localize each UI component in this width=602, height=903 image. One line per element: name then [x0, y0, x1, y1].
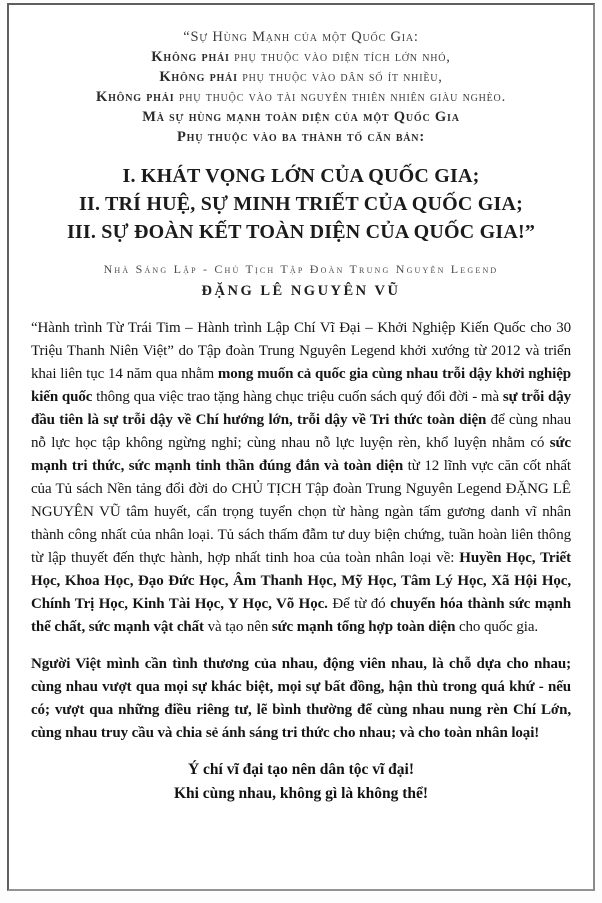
principle-item-2: II. TRÍ HUỆ, SỰ MINH TRIẾT CỦA QUỐC GIA; — [78, 193, 523, 215]
header-quote-block — [31, 27, 571, 147]
body-paragraph-1: “Hành trình Từ Trái Tim – Hành trình Lập Chí Vĩ Đại – Khởi Nghiệp Kiến Quốc cho 30 Triệu Thanh Niên Việt” do Tập đoàn Trung Nguyên Legend khởi xướng từ 2012 và triển khai liên tục 14 năm qua nhằm mong muốn cả quốc gia cùng nhau trỗi dậy khởi nghiệp kiến quốc thông qua việc trao tặng hàng chục triệu cuốn sách quý đổi đời - mà sự trỗi dậy đầu tiên là sự trỗi dậy về Chí hướng lớn, trỗi dậy về Tri thức toàn diện để cùng nhau nỗ lực học tập không ngừng nghỉ; cùng nhau nỗ lực luyện rèn, khổ luyện nhằm có sức mạnh tri thức, sức mạnh tinh thần đúng đắn và toàn diện từ 12 lĩnh vực căn cốt nhất của Tủ sách Nền tảng đổi đời do CHỦ TỊCH Tập đoàn Trung Nguyên Legend ĐẶNG LÊ NGUYÊN VŨ tâm huyết, cẩn trọng tuyển chọn từ hàng ngàn tấm gương danh vĩ nhân thành công nhất của nhân loại. Tủ sách thấm đẫm tư duy biện chứng, tuần hoàn liên thông từ lập thuyết đến thực hành, hợp nhất tinh hoa của toàn nhân loại về: Huyền Học, Triết Học, Khoa Học, Đạo Đức Học, Âm Thanh Học, Mỹ Học, Tâm Lý Học, Xã Hội Học, Chính Trị Học, Kinh Tài Học, Y Học, Võ Học. Để từ đó chuyển hóa thành sức mạnh thể chất, sức mạnh vật chất và tạo nên sức mạnh tổng hợp toàn diện cho quốc gia. — [31, 320, 572, 635]
closing-line-1: Ý chí vĩ đại tạo nên dân tộc vĩ đại! — [187, 761, 415, 778]
principle-item-3: III. SỰ ĐOÀN KẾT TOÀN DIỆN CỦA QUỐC GIA!” — [66, 221, 536, 243]
founder-name: ĐẶNG LÊ NGUYÊN VŨ — [201, 283, 401, 299]
closing-line-2: Khi cùng nhau, không gì là không thể! — [173, 785, 429, 802]
page-border-frame — [7, 3, 595, 891]
body-paragraph-2: Người Việt mình cần tình thương của nhau, động viên nhau, là chỗ dựa cho nhau; cùng nhau vượt qua mọi sự khác biệt, mọi sự bất đồng, hận thù trong quá khứ - nếu có; vượt qua những điều riêng tư, lẽ bình thường để cùng nhau nung rèn Chí Lớn, cùng nhau truy cầu và chia sẻ ánh sáng tri thức cho nhau; và cho toàn nhân loại! — [31, 656, 571, 741]
header-quote-line: Mà sự hùng mạnh toàn diện của một Quốc Gia — [142, 109, 460, 125]
principle-item-1: I. KHÁT VỌNG LỚN CỦA QUỐC GIA; — [122, 165, 480, 187]
header-quote-line: Không phải phụ thuộc vào dân số ít nhiều, — [159, 69, 443, 85]
header-quote-line: “Sự Hùng Mạnh của một Quốc Gia: — [183, 29, 419, 45]
header-quote-line: Không phải phụ thuộc vào tài nguyên thiên nhiên giàu nghèo. — [96, 89, 506, 105]
founder-title: Nhà Sáng Lập - Chủ Tịch Tập Đoàn Trung Nguyên Legend — [103, 262, 499, 276]
header-quote-line: Không phải phụ thuộc vào diện tích lớn nhỏ, — [151, 49, 451, 65]
header-quote-line: Phụ thuộc vào ba thành tố căn bản: — [177, 129, 425, 145]
closing-lines — [31, 758, 571, 806]
principles-list — [31, 162, 571, 246]
body-text-block — [31, 317, 571, 745]
